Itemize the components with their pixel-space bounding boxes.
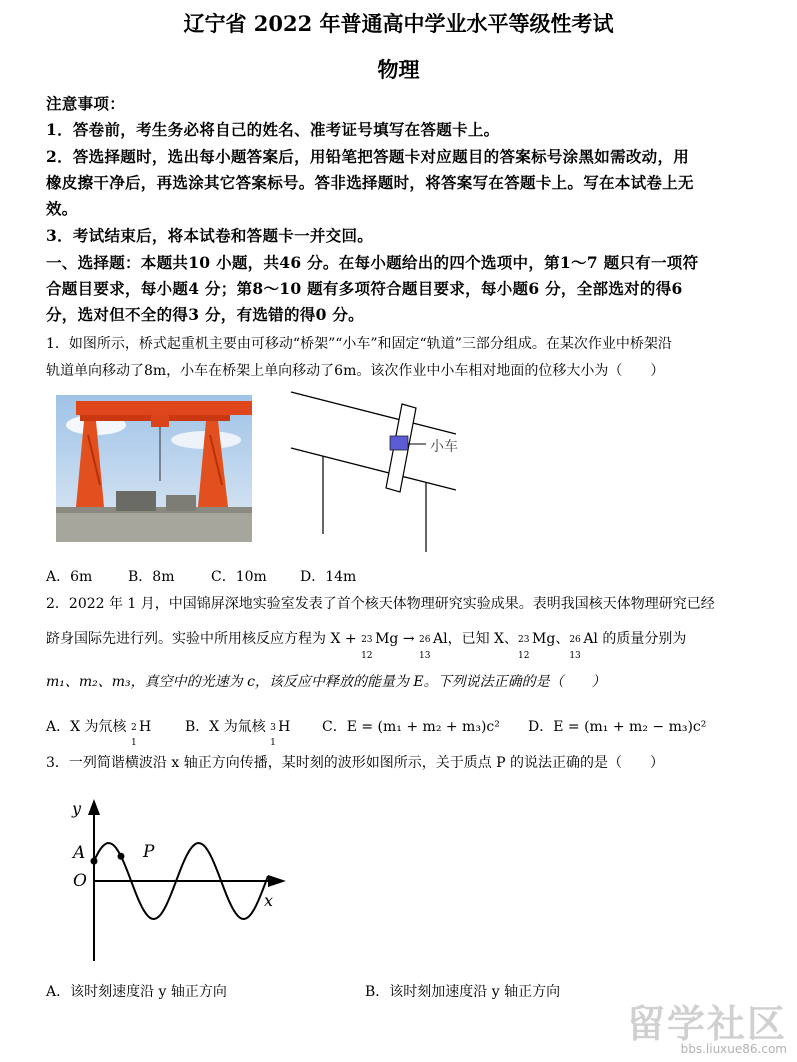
notice-item-2-line-2: 橡皮擦干净后，再选涂其它答案标号。答非选择题时，将答案写在答题卡上。写在本试卷上无 bbox=[46, 173, 694, 192]
mg-symbol: Mg bbox=[375, 631, 399, 647]
point-a-label: A bbox=[73, 843, 86, 863]
q1-text-line-2: 轨道单向移动了8m，小车在桥架上单向移动了6m。该次作业中小车相对地面的位移大小为（ ） bbox=[46, 363, 665, 379]
q1-option-c: C．10m bbox=[211, 569, 267, 585]
q3-option-b: B．该时刻加速度沿 y 轴正方向 bbox=[365, 984, 561, 1000]
point-p-label: P bbox=[143, 842, 155, 862]
point-p-marker bbox=[118, 853, 125, 860]
q2-known-prefix: ，已知 X、 bbox=[447, 631, 519, 647]
al-symbol: Al bbox=[433, 631, 448, 647]
bridge-crane-diagram bbox=[286, 384, 476, 554]
watermark-url: bbs.liuxue86.com bbox=[680, 1042, 787, 1056]
wave-graph bbox=[64, 795, 294, 965]
y-axis-label: y bbox=[72, 799, 82, 818]
watermark bbox=[627, 993, 787, 1056]
notice-item-2-line-1: 2．答选择题时，选出每小题答案后，用铅笔把答题卡对应题目的答案标号涂黑如需改动，用 bbox=[46, 147, 690, 166]
q3-text-line-1: 3．一列简谐横波沿 x 轴正方向传播，某时刻的波形如图所示，关于质点 P 的说法正确的是（ ） bbox=[46, 755, 665, 771]
notice-heading: 注意事项： bbox=[46, 94, 126, 113]
q2-text-line-1: 2．2022 年 1 月，中国锦屏深地实验室发表了首个核天体物理研究实验成果。表明我国核天体物理研究已经 bbox=[46, 596, 715, 612]
notice-item-3: 3．考试结束后，将本试卷和答题卡一并交回。 bbox=[46, 226, 374, 245]
q3-option-a: A．该时刻速度沿 y 轴正方向 bbox=[46, 984, 227, 1000]
trolley-label: 小车 bbox=[430, 439, 458, 455]
x-axis-arrow bbox=[268, 875, 286, 887]
q1-option-b: B．8m bbox=[128, 569, 175, 585]
al-mass-number: 26 bbox=[419, 635, 431, 645]
point-a-marker bbox=[91, 858, 98, 865]
q2-option-a-text: A．X 为氘核 bbox=[46, 719, 127, 735]
q1-option-d: D．14m bbox=[300, 569, 357, 585]
q2-option-a bbox=[46, 716, 152, 748]
q2-option-d: D．E = (m₁ + m₂ − m₃)c² bbox=[528, 719, 707, 735]
q1-option-a: A．6m bbox=[46, 569, 93, 585]
al-mass-number-2: 26 bbox=[569, 635, 581, 645]
notice-item-2-line-3: 效。 bbox=[46, 199, 78, 218]
deuterium-mass-number: 2 bbox=[130, 723, 137, 733]
q2-text-line-3: m₁、m₂、m₃，真空中的光速为 c，该反应中释放的能量为 E。下列说法正确的是（ ） bbox=[46, 674, 606, 690]
q2-mass-suffix: 的质量分别为 bbox=[602, 631, 687, 647]
al-atomic-number: 13 bbox=[419, 651, 431, 661]
tritium-mass-number: 3 bbox=[270, 723, 276, 733]
mg-atomic-number: 12 bbox=[361, 651, 373, 661]
al-symbol-2: Al bbox=[583, 631, 598, 647]
section-1-line-2: 合题目要求，每小题4 分；第8～10 题有多项符合题目要求，每小题6 分，全部选对的得6 bbox=[46, 279, 683, 298]
origin-label: O bbox=[73, 871, 87, 891]
al-atomic-number-2: 13 bbox=[569, 651, 581, 661]
q2-option-b-text: B．X 为氚核 bbox=[185, 719, 266, 735]
q2-text-line-2: 跻身国际先进行列。实验中所用核反应方程为 X + 23 12 Mg → 26 13 Al，已知 X、 23 12 Mg、 26 13 Al 的质量分别为 bbox=[46, 631, 687, 661]
x-axis-label: x bbox=[264, 891, 274, 910]
q1-text-line-1: 1．如图所示，桥式起重机主要由可移动“桥架”“小车”和固定“轨道”三部分组成。在某次作业中桥架沿 bbox=[46, 336, 672, 352]
q2-option-c: C．E = (m₁ + m₂ + m₃)c² bbox=[322, 719, 500, 735]
exam-title: 辽宁省 2022 年普通高中学业水平等级性考试 bbox=[183, 11, 614, 36]
reaction-arrow: → bbox=[402, 631, 415, 647]
q2-option-b bbox=[185, 716, 291, 748]
section-1-line-3: 分，选对但不全的得3 分，有选错的得0 分。 bbox=[46, 305, 364, 324]
tritium-symbol: H bbox=[278, 719, 291, 735]
q2-equation-prefix: 跻身国际先进行列。实验中所用核反应方程为 X + bbox=[46, 631, 357, 647]
y-axis-arrow bbox=[88, 799, 100, 815]
watermark-logo-text: 留学社区 bbox=[626, 1002, 787, 1046]
mg-symbol-2: Mg bbox=[532, 631, 556, 647]
deuterium-symbol: H bbox=[138, 719, 152, 735]
mg-mass-number: 23 bbox=[361, 635, 373, 645]
deuterium-atomic-number: 1 bbox=[130, 738, 137, 748]
mg-atomic-number-2: 12 bbox=[518, 651, 530, 661]
tritium-atomic-number: 1 bbox=[270, 738, 276, 748]
section-1-line-1: 一、选择题：本题共10 小题，共46 分。在每小题给出的四个选项中，第1～7 题只有一项符 bbox=[46, 253, 699, 272]
mg-mass-number-2: 23 bbox=[518, 635, 530, 645]
crane-photo bbox=[56, 395, 252, 542]
notice-item-1: 1．答卷前，考生务必将自己的姓名、准考证号填写在答题卡上。 bbox=[46, 120, 500, 139]
subject-title: 物理 bbox=[377, 57, 420, 82]
